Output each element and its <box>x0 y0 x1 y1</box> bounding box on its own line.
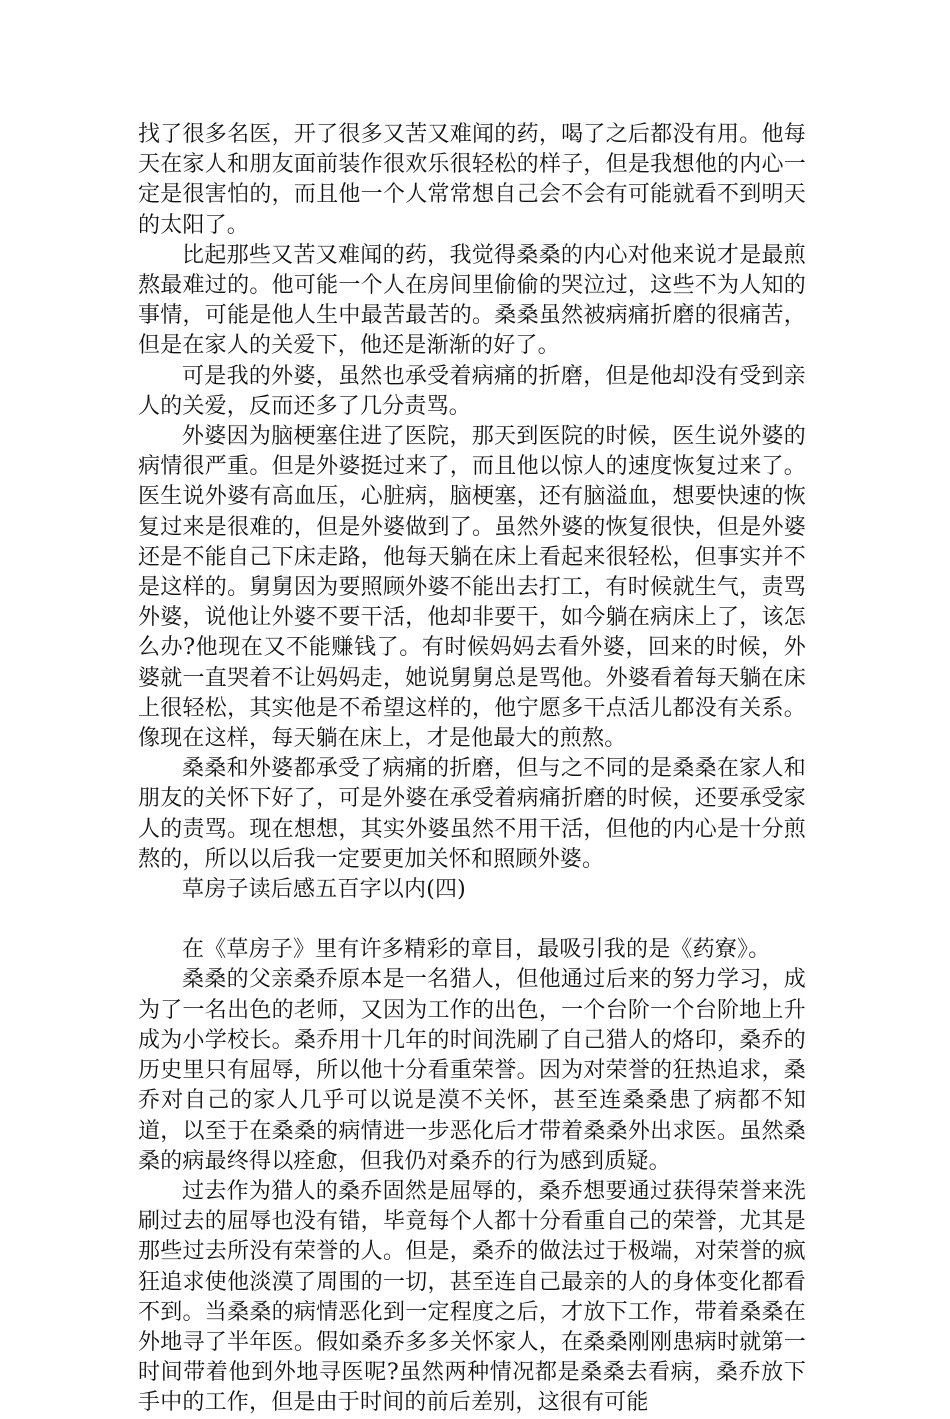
paragraph: 桑桑和外婆都承受了病痛的折磨，但与之不同的是桑桑在家人和朋友的关怀下好了，可是外婆在承受着病痛折磨的时候，还要承受家人的责骂。现在想想，其实外婆虽然不用干活，但他的内心是十分煎熬的，所以以后我一定要更加关怀和照顾外婆。 <box>138 756 806 872</box>
paragraph: 找了很多名医，开了很多又苦又难闻的药，喝了之后都没有用。他每天在家人和朋友面前装作很欢乐很轻松的样子，但是我想他的内心一定是很害怕的，而且他一个人常常想自己会不会有可能就看不到明天的太阳了。 <box>138 122 806 238</box>
section-heading: 草房子读后感五百字以内(四) <box>182 877 466 903</box>
paragraph: 外婆因为脑梗塞住进了医院，那天到医院的时候，医生说外婆的病情很严重。但是外婆挺过来了，而且他以惊人的速度恢复过来了。医生说外婆有高血压，心脏病，脑梗塞，还有脑溢血，想要快速的恢复过来是很难的，但是外婆做到了。虽然外婆的恢复很快，但是外婆还是不能自己下床走路，他每天躺在床上看起来很轻松，但事实并不是这样的。舅舅因为要照顾外婆不能出去打工，有时候就生气，责骂外婆，说他让外婆不要干活，他却非要干，如今躺在病床上了，该怎么办?他现在又不能赚钱了。有时候妈妈去看外婆，回来的时候，外婆就一直哭着不让妈妈走，她说舅舅总是骂他。外婆看着每天躺在床上很轻松，其实他是不希望这样的，他宁愿多干点活儿都没有关系。像现在这样，每天躺在床上，才是他最大的煎熬。 <box>138 424 806 752</box>
paragraph: 在《草房子》里有许多精彩的章目，最吸引我的是《药寮》。 <box>182 937 771 963</box>
paragraph: 比起那些又苦又难闻的药，我觉得桑桑的内心对他来说才是最煎熬最难过的。他可能一个人在房间里偷偷的哭泣过，这些不为人知的事情，可能是他人生中最苦最苦的。桑桑虽然被病痛折磨的很痛苦，但是在家人的关爱下，他还是渐渐的好了。 <box>138 242 806 359</box>
blank-line <box>138 905 806 935</box>
paragraph: 可是我的外婆，虽然也承受着病痛的折磨，但是他却没有受到亲人的关爱，反而还多了几分责骂。 <box>138 363 806 419</box>
paragraph: 桑桑的父亲桑乔原本是一名猎人，但他通过后来的努力学习，成为了一名出色的老师，又因为工作的出色，一个台阶一个台阶地上升成为小学校长。桑乔用十几年的时间洗刷了自己猎人的烙印，桑乔的历史里只有屈辱，所以他十分看重荣誉。因为对荣誉的狂热追求，桑乔对自己的家人几乎可以说是漠不关怀，甚至连桑桑患了病都不知道，以至于在桑桑的病情进一步恶化后才带着桑桑外出求医。虽然桑桑的病最终得以痊愈，但我仍对桑乔的行为感到质疑。 <box>138 967 806 1174</box>
document-page <box>138 120 806 1419</box>
paragraph: 过去作为猎人的桑乔固然是屈辱的，桑乔想要通过获得荣誉来洗刷过去的屈辱也没有错，毕竟每个人都十分看重自己的荣誉，尤其是那些过去所没有荣誉的人。但是，桑乔的做法过于极端，对荣誉的疯狂追求使他淡漠了周围的一切，甚至连自己最亲的人的身体变化都看不到。当桑桑的病情恶化到一定程度之后，才放下工作，带着桑桑在外地寻了半年医。假如桑乔多多关怀家人，在桑桑刚刚患病时就第一时间带着他到外地寻医呢?虽然两种情况都是桑桑去看病，桑乔放下手中的工作，但是由于时间的前后差别，这很有可能 <box>138 1178 806 1416</box>
